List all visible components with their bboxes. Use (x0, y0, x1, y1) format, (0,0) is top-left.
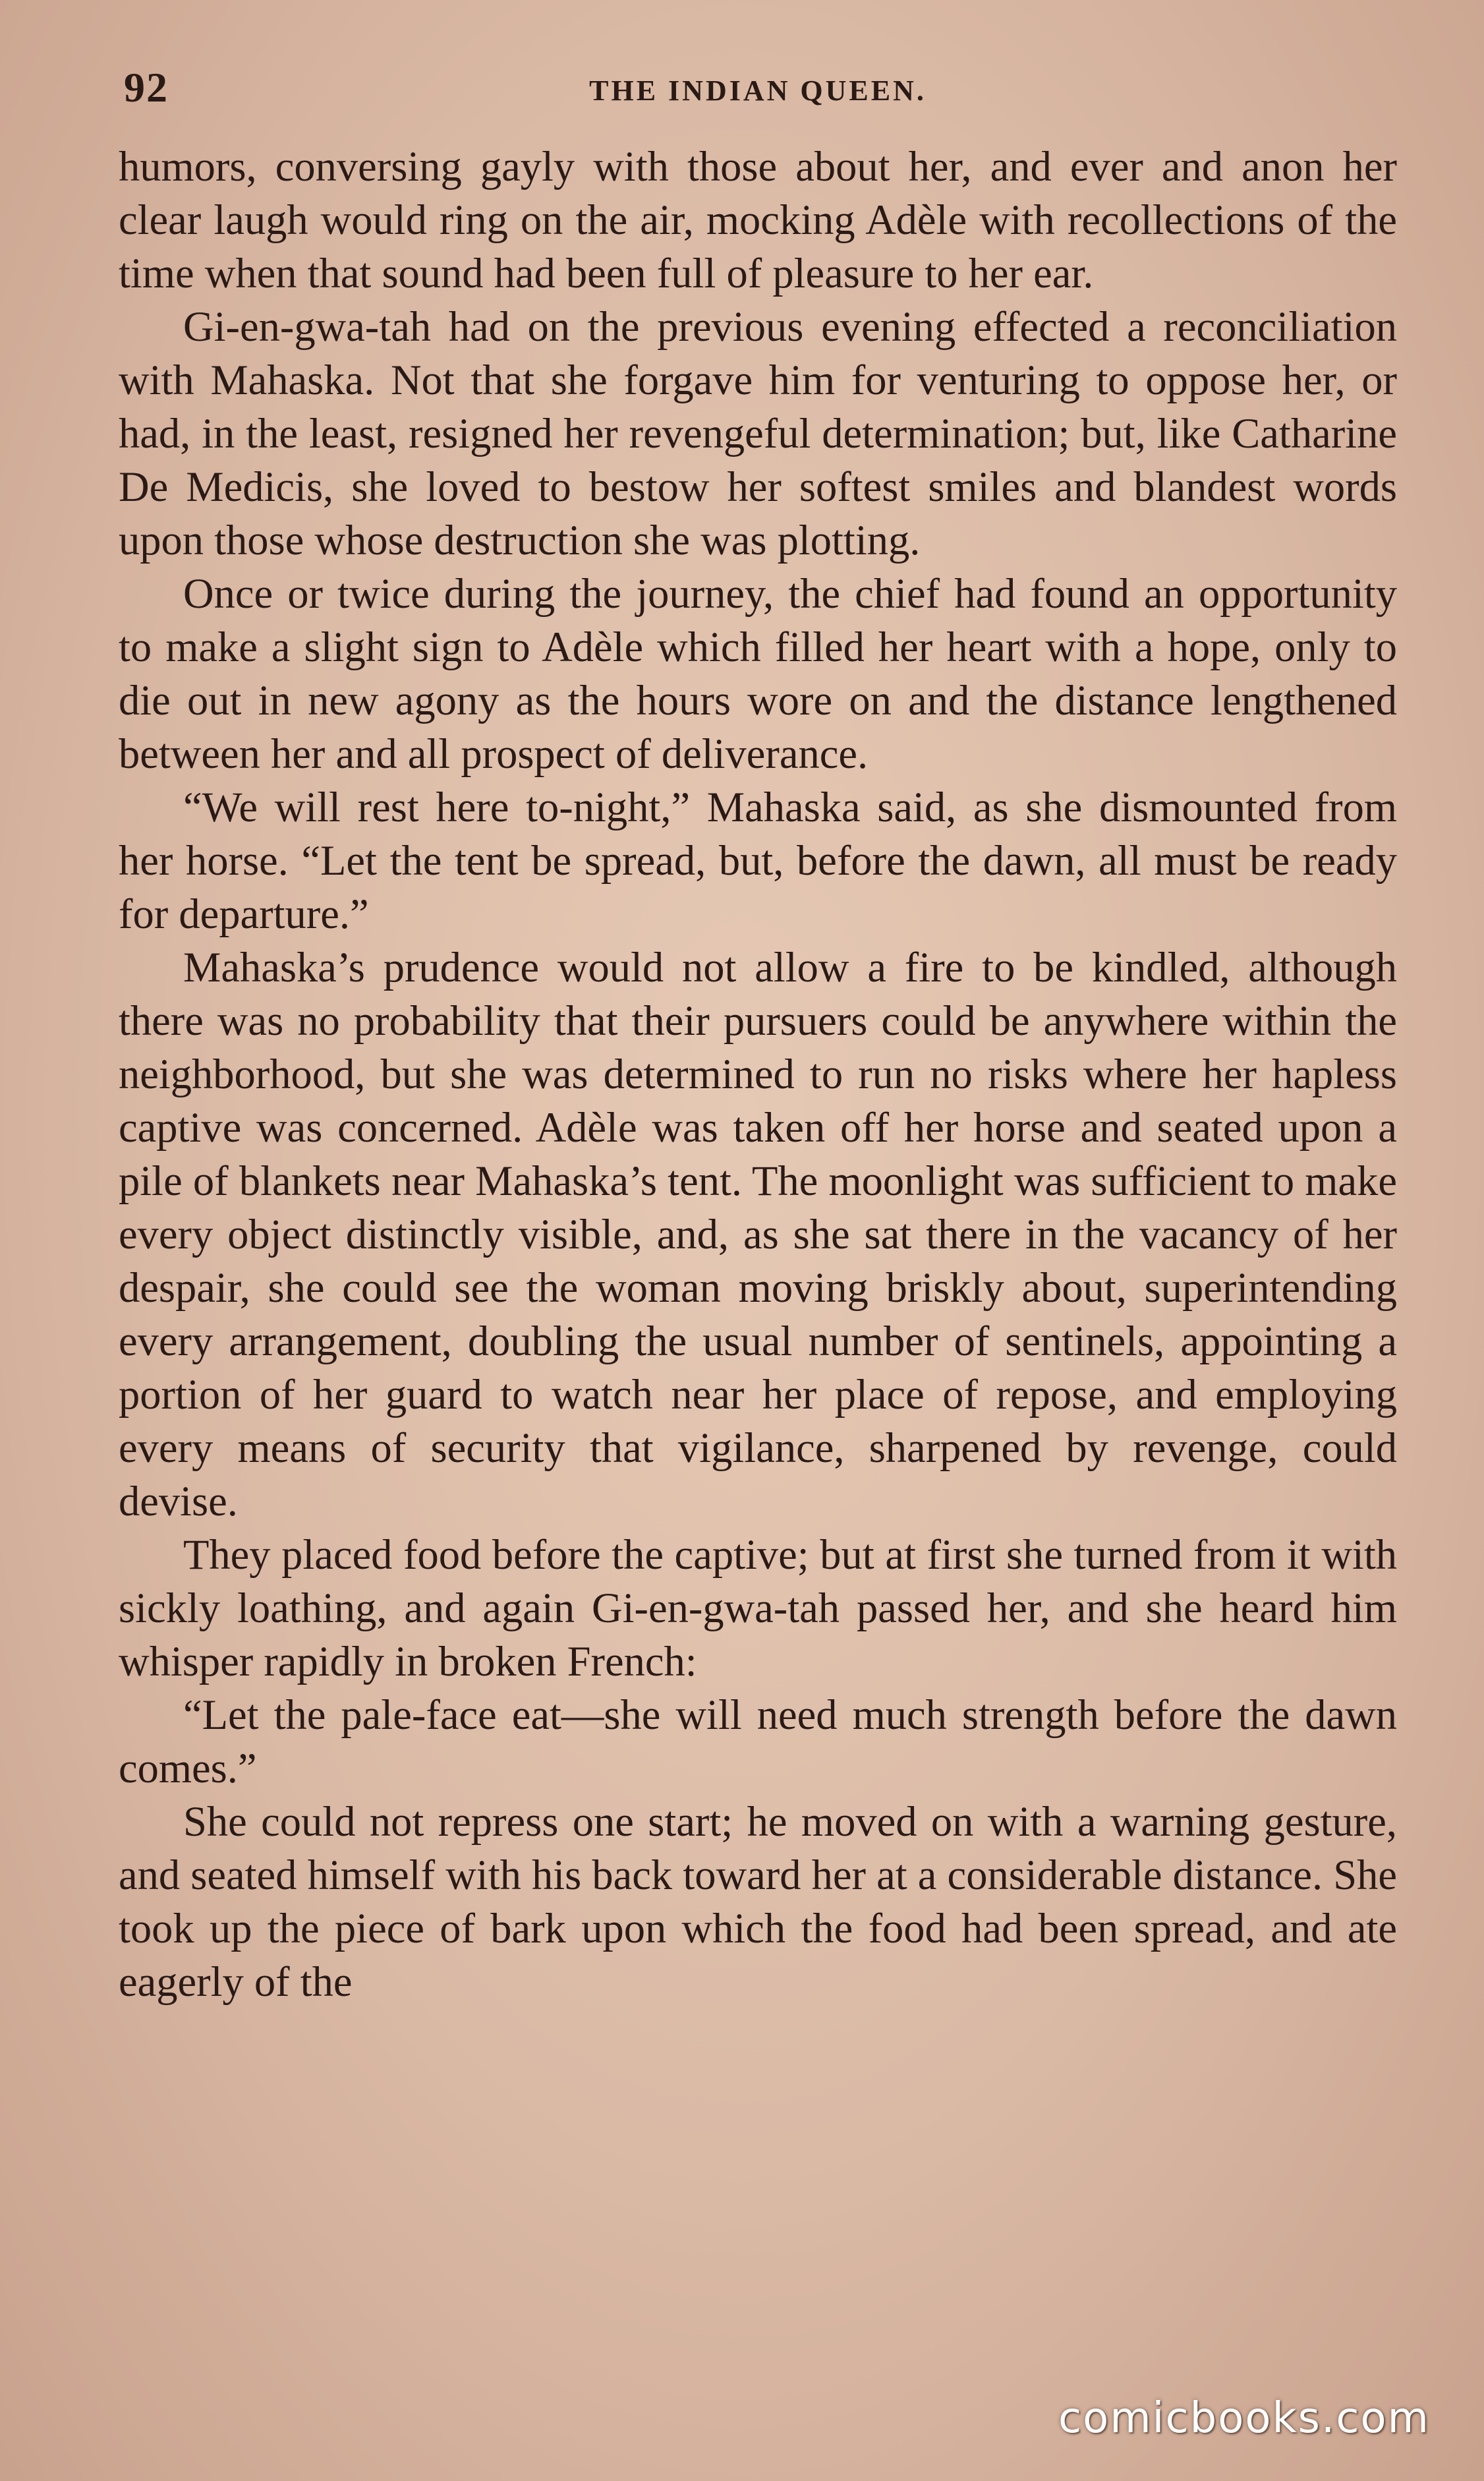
paragraph: Gi-en-gwa-tah had on the previous evening effected a reconciliation with Mahaska. Not that she forgave him for venturing to oppose her, or had, in the least, resigned her revengeful determination; but, like Catharine De Medicis, she loved to bestow her softest smiles and blandest words upon those whose destruction she was plotting. (119, 303, 1397, 564)
paragraph: They placed food before the captive; but at first she turned from it with sickly loathing, and again Gi-en-gwa-tah passed her, and she heard him whisper rapidly in broken French: (119, 1531, 1397, 1685)
paragraph: humors, conversing gayly with those about her, and ever and anon her clear laugh would ring on the air, mocking Adèle with recollections of the time when that sound had been full of pleasure to her ear. (119, 143, 1397, 297)
book-page (119, 63, 1397, 2008)
paragraph: “Let the pale-face eat—she will need much strength before the dawn comes.” (119, 1691, 1397, 1792)
paragraph: “We will rest here to-night,” Mahaska said, as she dismounted from her horse. “Let the tent be spread, but, before the dawn, all must be ready for departure.” (119, 784, 1397, 937)
running-head (119, 63, 1397, 123)
paragraph: Once or twice during the journey, the chief had found an opportunity to make a slight sign to Adèle which filled her heart with a hope, only to die out in new agony as the hours wore on and the distance lengthened between her and all prospect of deliverance. (119, 570, 1397, 777)
page-number: 92 (124, 64, 169, 111)
body-text (119, 140, 1397, 2008)
watermark: comicbooks.com (1058, 2394, 1430, 2443)
paragraph: She could not repress one start; he moved on with a warning gesture, and seated himself with his back toward her at a considerable distance. She took up the piece of bark upon which the food had been spread, and ate eagerly of the (119, 1798, 1397, 2005)
paragraph: Mahaska’s prudence would not allow a fire to be kindled, although there was no probability that their pursuers could be anywhere within the neighborhood, but she was determined to run no risks where her hapless captive was concerned. Adèle was taken off her horse and seated upon a pile of blankets near Mahaska’s tent. The moonlight was sufficient to make every object distinctly visible, and, as she sat there in the vacancy of her despair, she could see the woman moving briskly about, superintending every arrangement, doubling the usual number of sentinels, appointing a portion of her guard to watch near her place of repose, and employing every means of security that vigilance, sharpened by revenge, could devise. (119, 944, 1397, 1525)
book-title: THE INDIAN QUEEN. (589, 74, 927, 107)
